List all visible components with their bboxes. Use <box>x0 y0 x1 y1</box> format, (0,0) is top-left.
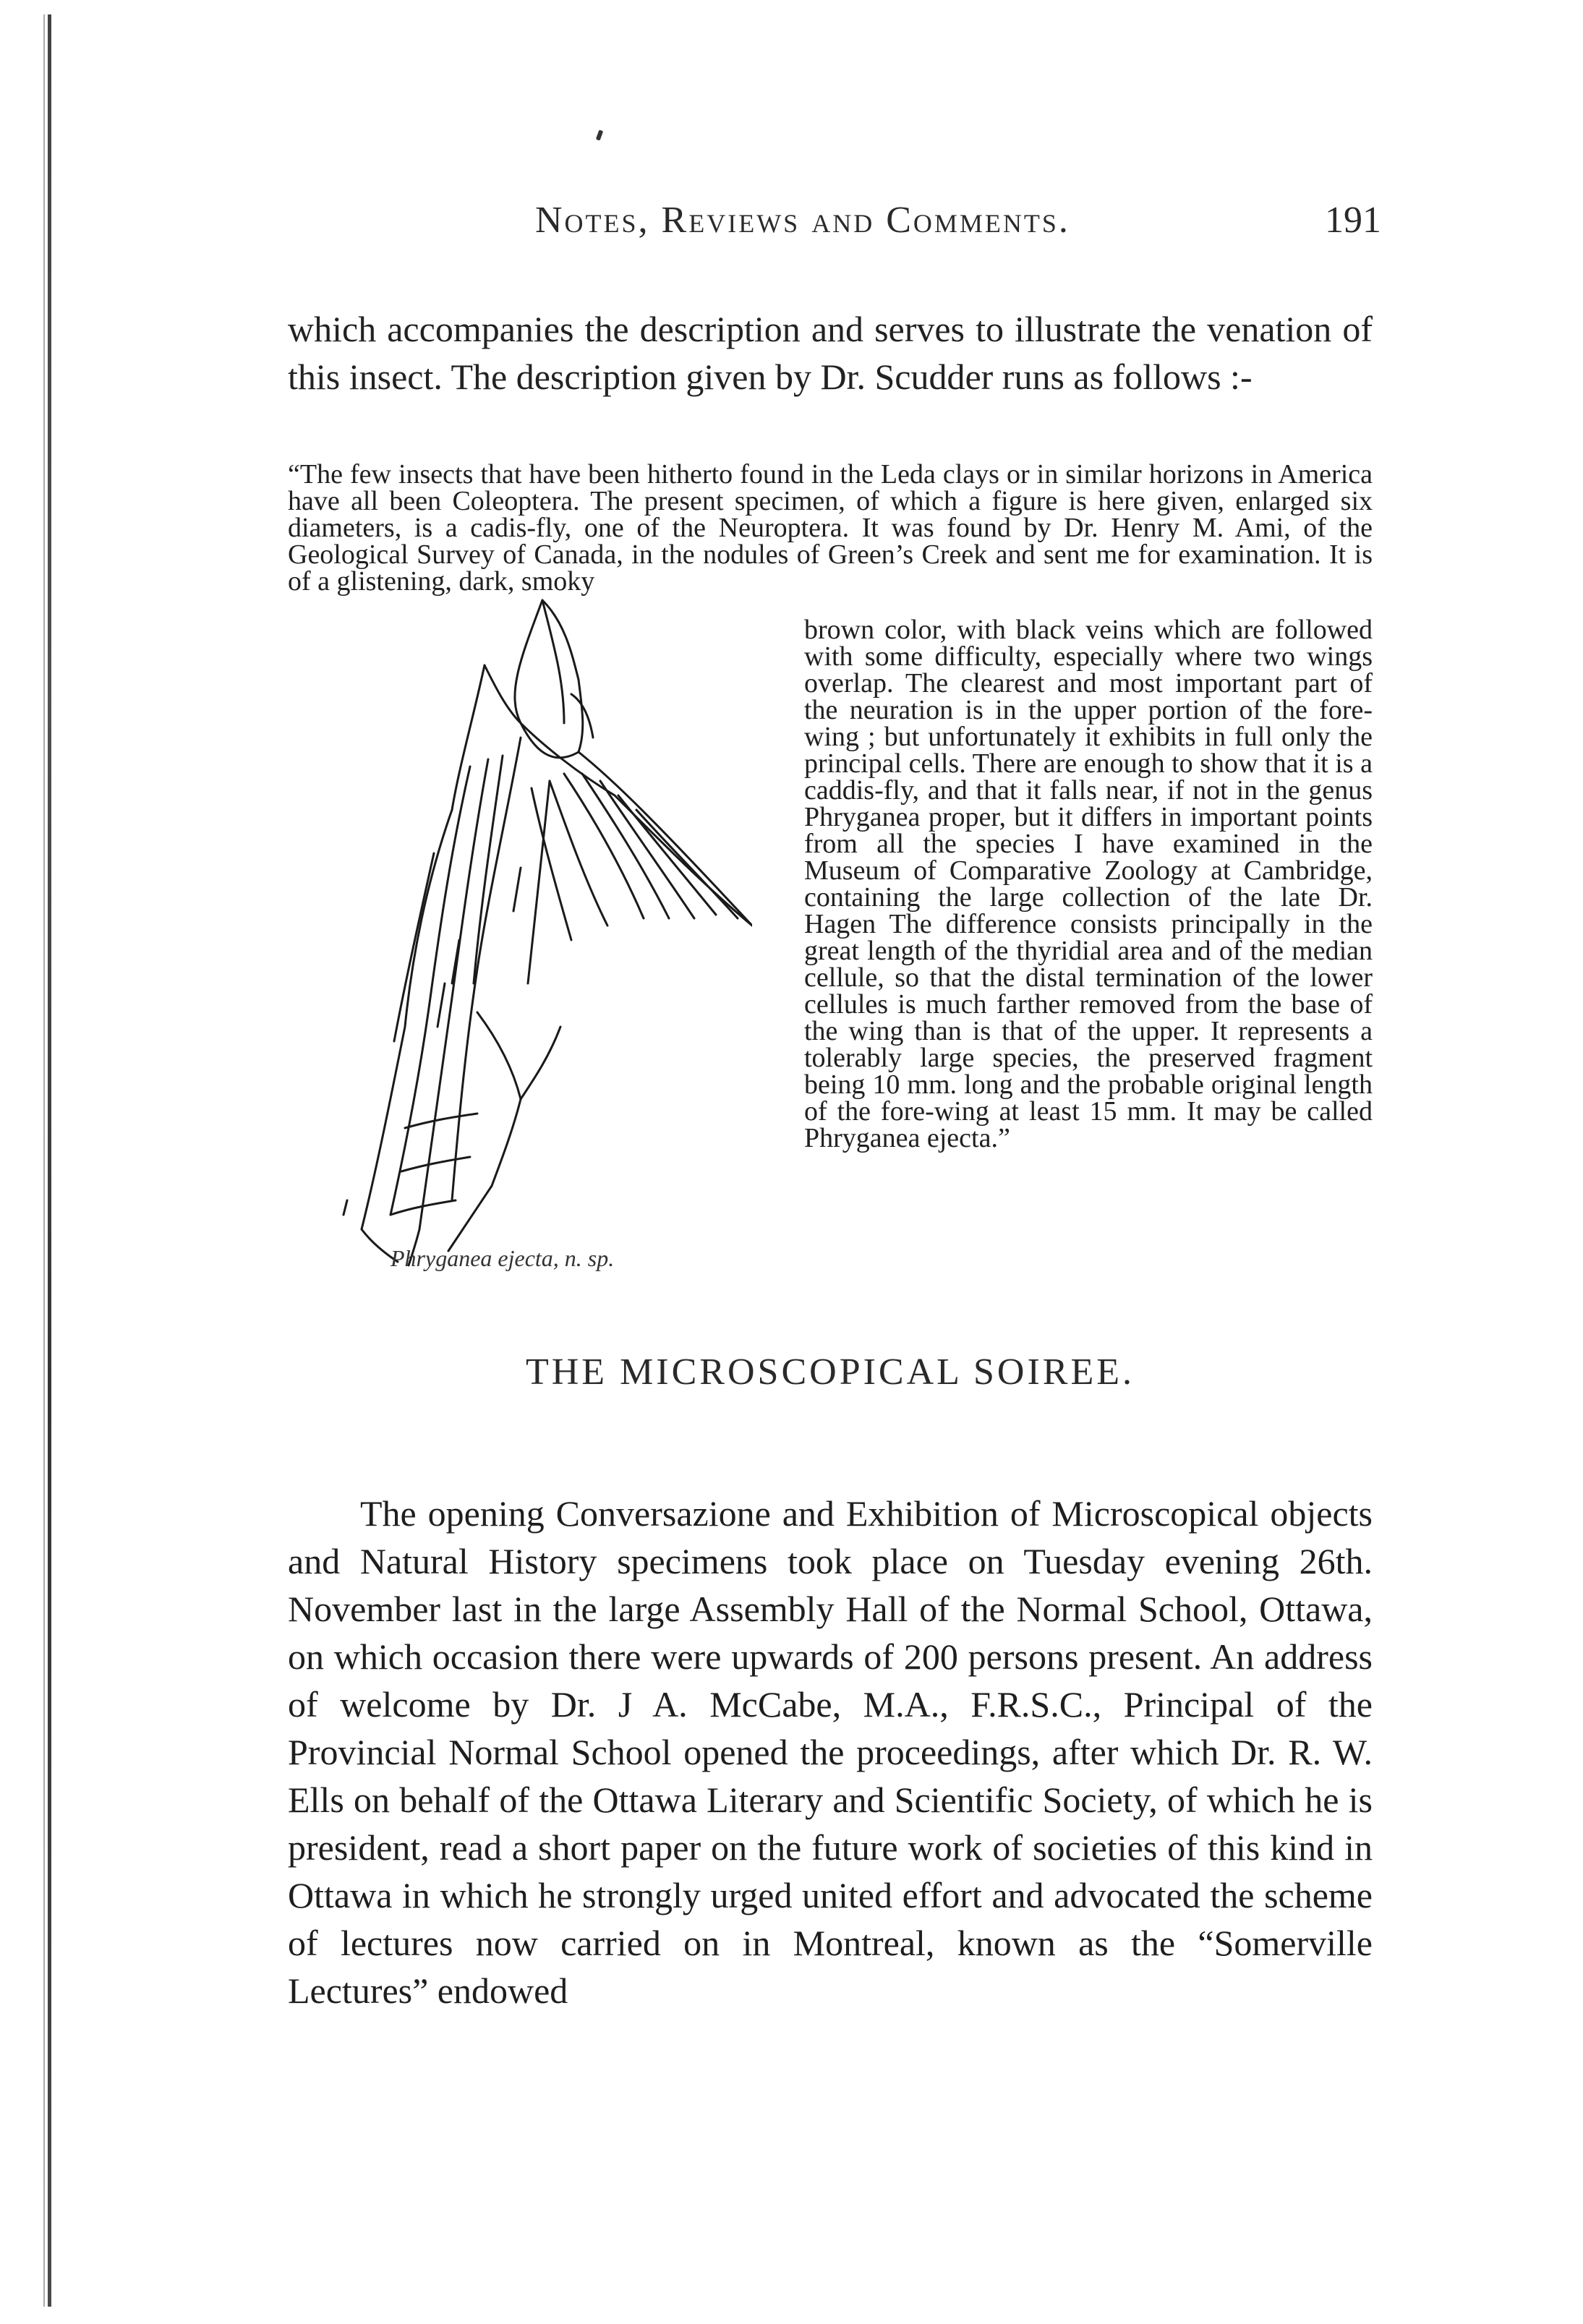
wing-venation-figure <box>304 578 752 1273</box>
ink-speck <box>596 129 603 140</box>
quote-paragraph-top: “The few insects that have been hitherto found in the Leda clays or in similar horizons in America have all been Coleoptera. The present specimen, of which a figure is here given, enlarged six diameters, is a cadis-fly, one of the Neuroptera. It was found by Dr. Henry M. Ami, of the Geological Survey of Canada, in the nodules of Green’s Creek and sent me for examination. It is of a glistening, dark, smoky <box>288 459 1373 597</box>
page-binding-edge <box>48 14 51 2307</box>
quote-paragraph-side: brown color, with black veins which are followed with some difficulty, especially where two wings overlap. The clearest and most important part of the neuration is in the upper portion of the fore-wing ; but unfortunately it exhibits in full only the principal cells. There are enough to show that it is a caddis-fly, and that it falls near, if not in the genus Phryganea proper, but it differs in important points from all the species I have examined in the Museum of Comparative Zoology at Cambridge, containing the large collection of the late Dr. Hagen The difference consists principally in the great length of the thyridial area and of the median cellule, so that the distal termination of the lower cellules is much farther removed from the base of the wing than is that of the upper. It represents a tolerably large species, the preserved fragment being 10 mm. long and the probable original length of the fore-wing at least 15 mm. It may be called Phryganea ejecta.” <box>804 615 1373 1153</box>
soiree-paragraph: The opening Conversazione and Exhibition of Microscopical objects and Natural History specimens took place on Tuesday evening 26th. November last in the large Assembly Hall of the Normal School, Ottawa, on which occasion there were upwards of 200 persons present. An address of welcome by Dr. J A. McCabe, M.A., F.R.S.C., Principal of the Provincial Normal School opened the proceedings, after which Dr. R. W. Ells on behalf of the Ottawa Literary and Scientific Society, of which he is president, read a short paper on the future work of societies of this kind in Ottawa in which he strongly urged united effort and advocated the scheme of lectures now carried on in Montreal, known as the “Somerville Lectures” endowed <box>288 1493 1373 2011</box>
page-number: 191 <box>1325 200 1381 241</box>
intro-paragraph: which accompanies the description and serves to illustrate the venation of this insect. The description given by Dr. Scudder runs as follows :- <box>288 309 1373 397</box>
figure-caption: Phryganea ejecta, n. sp. <box>391 1245 615 1271</box>
scan-shadow-line <box>43 14 45 2307</box>
running-head: Notes, Reviews and Comments. <box>535 200 1070 241</box>
section-heading: THE MICROSCOPICAL SOIREE. <box>525 1351 1135 1393</box>
